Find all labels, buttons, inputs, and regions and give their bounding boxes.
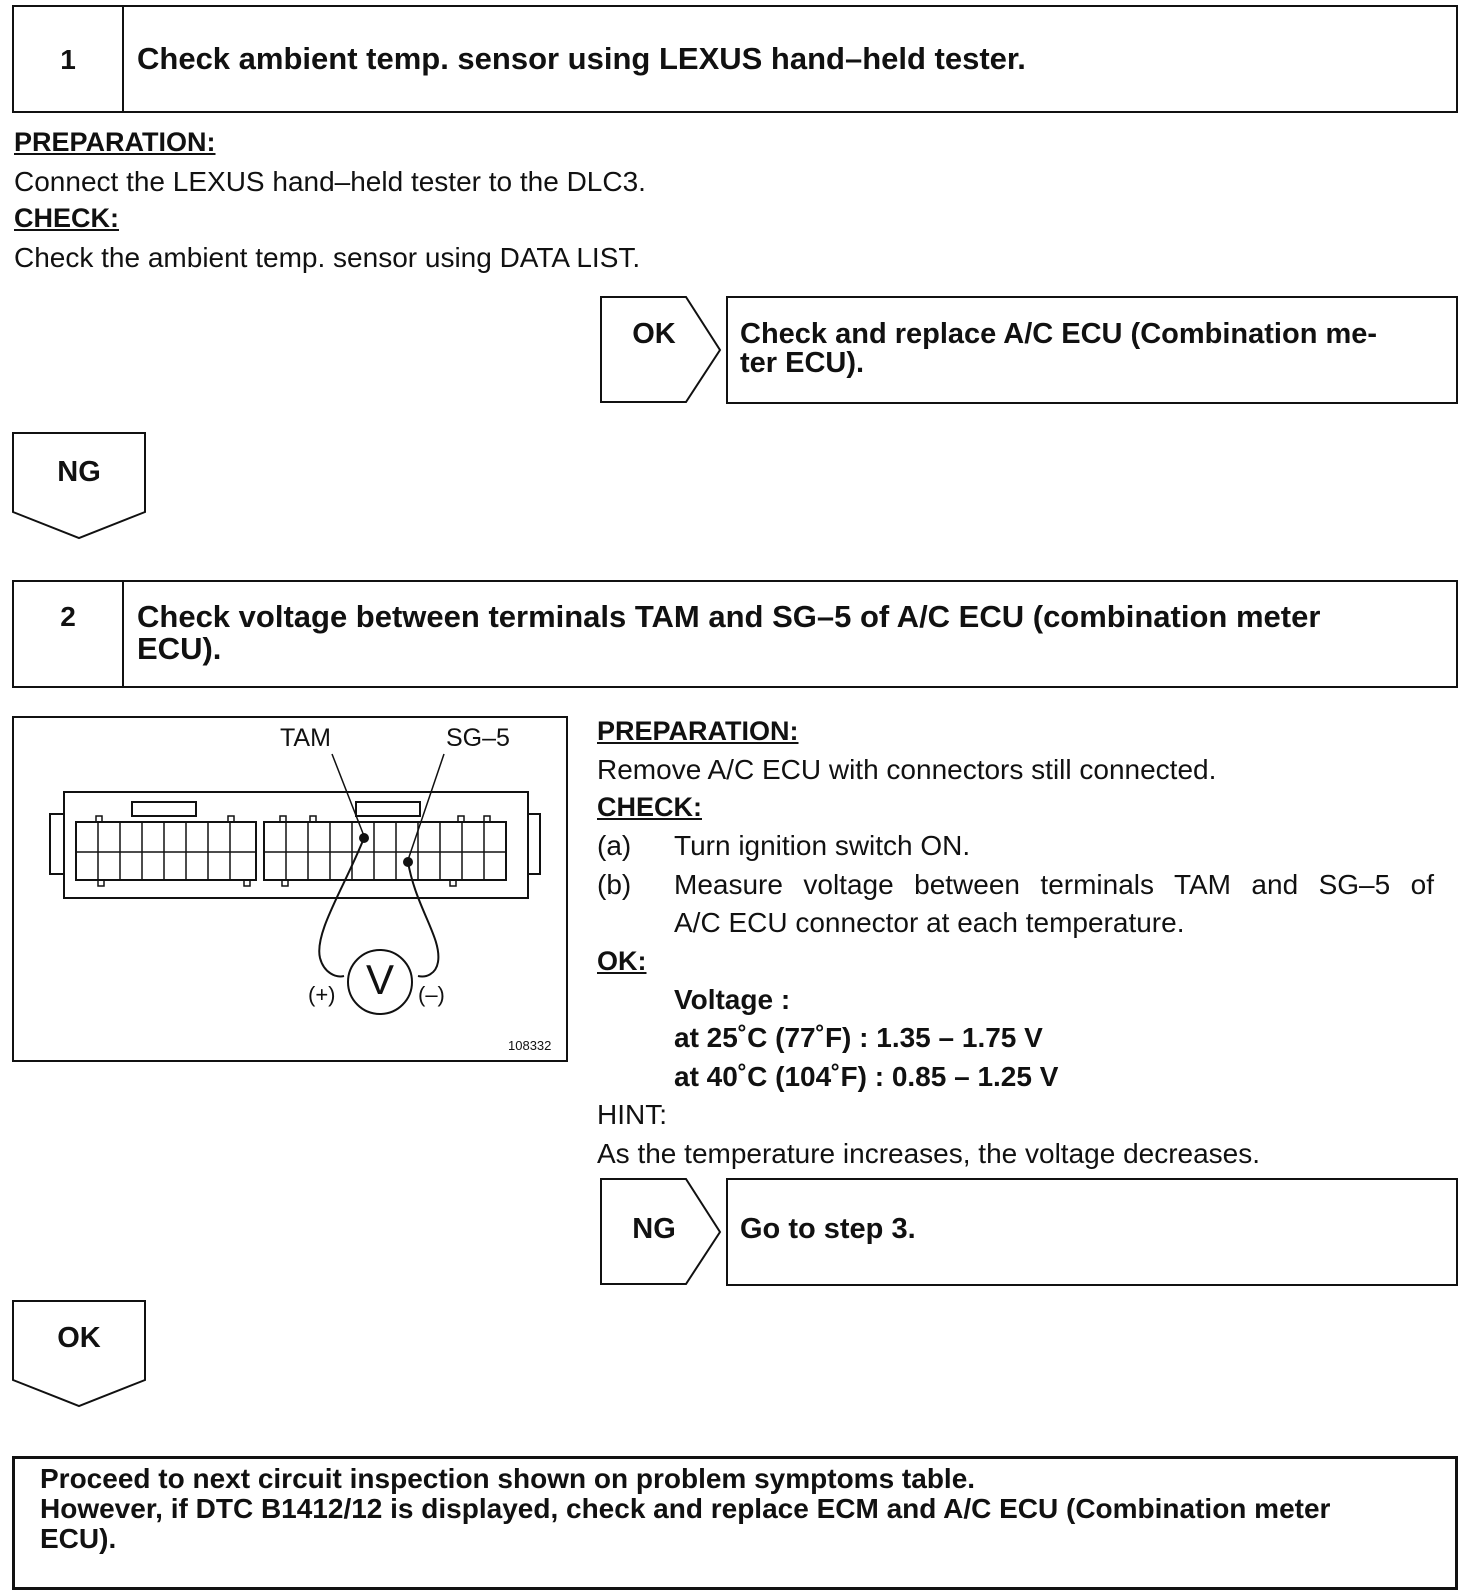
step2-spec-40c: at 40˚C (104˚F) : 0.85 – 1.25 V	[674, 1061, 1059, 1092]
step1-check-text: Check the ambient temp. sensor using DATA LIST.	[14, 242, 641, 273]
connector-diagram	[12, 716, 568, 1062]
step2-ok-label: OK:	[597, 946, 647, 976]
final-line3: ECU).	[40, 1523, 117, 1554]
step1-preparation-label: PREPARATION:	[14, 127, 216, 157]
step2-preparation-label: PREPARATION:	[597, 716, 799, 746]
step2-hint-text: As the temperature increases, the voltage decreases.	[597, 1138, 1261, 1169]
step2-ng-label: NG	[632, 1213, 676, 1245]
final-line2: However, if DTC B1412/12 is displayed, check and replace ECM and A/C ECU (Combination meter	[40, 1493, 1331, 1524]
step1-ok-result-line2: ter ECU).	[740, 347, 865, 379]
final-line1: Proceed to next circuit inspection shown on problem symptoms table.	[40, 1463, 976, 1494]
step2-check-b-marker: (b)	[597, 869, 632, 900]
step2-preparation-text: Remove A/C ECU with connectors still connected.	[597, 754, 1217, 785]
step2-check-a-text: Turn ignition switch ON.	[674, 830, 971, 861]
connector-drawing	[14, 718, 566, 1060]
step2-check-b-line1: Measure voltage between terminals TAM and SG–5 of	[674, 869, 1434, 900]
step2-voltage-label: Voltage :	[674, 984, 791, 1015]
step2-ng-result: Go to step 3.	[740, 1213, 916, 1245]
step2-number: 2	[60, 601, 76, 632]
step2-hint-label: HINT:	[597, 1099, 667, 1130]
figure-id: 108332	[508, 1038, 552, 1053]
step1-check-label: CHECK:	[14, 203, 119, 233]
probe-minus-label: (–)	[418, 982, 445, 1007]
step1-ok-result-line1: Check and replace A/C ECU (Combination me-	[740, 318, 1378, 350]
step2-check-b-line2: A/C ECU connector at each temperature.	[674, 907, 1185, 938]
step1-ng-label: NG	[57, 456, 101, 488]
step1-ok-label: OK	[632, 318, 676, 350]
step2-ok-down-label: OK	[57, 1322, 101, 1354]
probe-plus-label: (+)	[308, 982, 336, 1007]
step2-spec-25c: at 25˚C (77˚F) : 1.35 – 1.75 V	[674, 1022, 1043, 1053]
step1-title: Check ambient temp. sensor using LEXUS hand–held tester.	[137, 41, 1026, 76]
step2-check-a-marker: (a)	[597, 830, 632, 861]
label-tam: TAM	[280, 724, 331, 752]
step2-header	[12, 580, 1458, 688]
step2-check-label: CHECK:	[597, 792, 702, 822]
step2-title-line2: ECU).	[137, 631, 222, 666]
step2-title-line1: Check voltage between terminals TAM and SG–5 of A/C ECU (combination meter	[137, 599, 1321, 634]
voltmeter-symbol: V	[365, 956, 394, 1003]
step2-number-divider	[122, 582, 124, 686]
step1-preparation-text: Connect the LEXUS hand–held tester to the DLC3.	[14, 166, 646, 197]
label-sg5: SG–5	[446, 724, 510, 752]
step1-number: 1	[60, 44, 76, 75]
step1-number-divider	[122, 7, 124, 111]
